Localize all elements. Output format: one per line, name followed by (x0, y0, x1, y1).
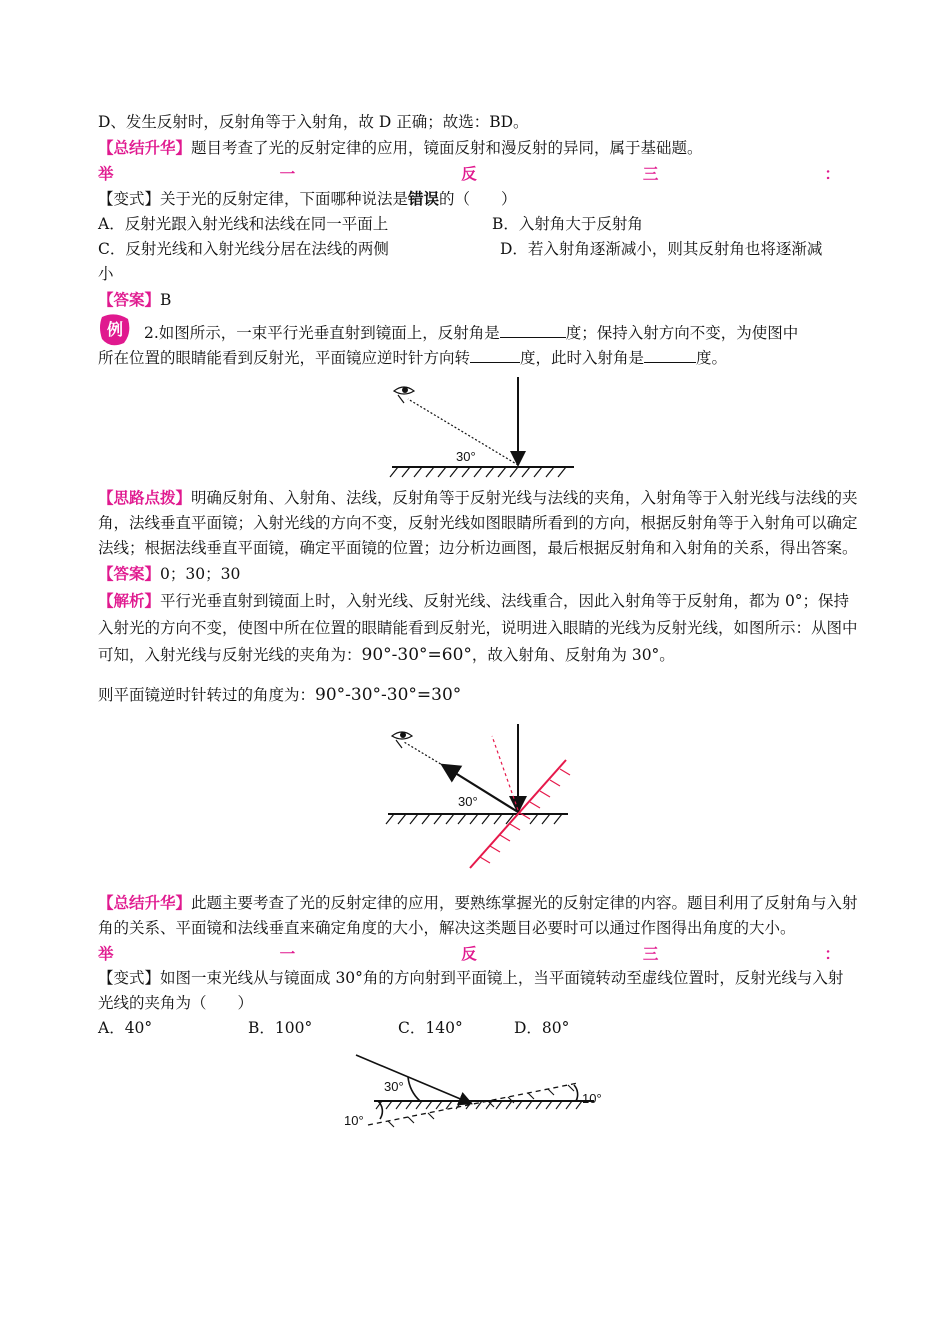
answer-2-tag: 【答案】 (98, 564, 161, 583)
figure-3-angle-label: 30° (384, 1079, 404, 1094)
figure-2 (98, 718, 858, 876)
example-badge-icon (98, 313, 132, 347)
answer-1 (98, 287, 858, 313)
hint-tag: 【思路点拨】 (98, 488, 192, 507)
figure-2-angle-label: 30° (458, 794, 478, 809)
figure-1-diagram (98, 367, 858, 485)
svg-text:例: 例 (106, 320, 124, 339)
figure-3-left-angle-label: 10° (344, 1113, 364, 1128)
analysis-tag: 【解析】 (98, 591, 161, 610)
summary-1 (98, 135, 858, 161)
mirror-rotation-line: 则平面镜逆时针转过的角度为：90°-30°-30°=30° (98, 685, 462, 705)
blank-3 (644, 344, 696, 363)
mirror-rotation-math: 90°-30°-30°=30° (315, 685, 462, 705)
variant-2-option-a: A．40° (98, 1019, 153, 1037)
variant-2-option-b: B．100° (248, 1019, 313, 1037)
variant-1-option-b: B．入射角大于反射角 (492, 215, 643, 233)
answer-1-text: B (160, 291, 172, 309)
example-2-block (98, 313, 858, 367)
document-page (98, 110, 858, 1137)
example-2-line-1: 2.如图所示，一束平行光垂直射到镜面上，反射角是 度；保持入射方向不变，为使图中 (144, 319, 798, 346)
variant-1-tag: 【变式】 (98, 190, 161, 208)
answer-2-text: 0；30；30 (160, 565, 241, 583)
analysis-paragraph: 【解析】平行光垂直射到镜面上时，入射光线、反射光线、法线重合，因此入射角等于反射角，都为 0°；保持入射光的方向不变，使图中所在位置的眼睛能看到反射光，说明进入眼睛的光线为反射光线，如图所示：从图中可知，入射光线与反射光线的夹角为：90°-30°=60°，故入射角、反射角为 30°。 (98, 591, 858, 665)
summary-1-text: 题目考查了光的反射定律的应用，镜面反射和漫反射的异同，属于基础题。 (191, 139, 703, 157)
hint-text: 明确反射角、入射角、法线，反射角等于反射光线与法线的夹角，入射角等于入射光线与法线的夹角，法线垂直平面镜；入射光线的方向不变，反射光线如图眼睛所看到的方向，根据反射角等于入射角可以确定法线；根据法线垂直平面镜，确定平面镜的位置；边分析边画图，最后根据反射角和入射角的关系，得出答案。 (98, 489, 858, 557)
hint-paragraph (98, 485, 858, 561)
variant-2-tag: 【变式】 (98, 969, 161, 987)
variant-1-options-cd (98, 237, 858, 262)
figure-1-angle-label: 30° (456, 449, 476, 464)
answer-2 (98, 561, 858, 587)
d-option-line: D、发生反射时，反射角等于入射角，故 D 正确；故选：BD。 (98, 113, 529, 131)
summary-1-tag: 【总结升华】 (98, 138, 192, 157)
variant-1-option-d-cont: 小 (98, 265, 114, 283)
variant-1-question: 【变式】关于光的反射定律，下面哪种说法是错误的（ ） (98, 189, 517, 208)
analysis-math: 90°-30°=60° (361, 645, 472, 665)
figure-3-right-angle-label: 10° (582, 1091, 602, 1106)
figure-3 (98, 1047, 858, 1137)
summary-2-text: 此题主要考查了光的反射定律的应用，要熟练掌握光的反射定律的内容。题目利用了反射角与入射角的关系、平面镜和法线垂直来确定角度的大小，解决这类题目必要时可以通过作图得出角度的大小。 (98, 894, 858, 937)
blank-1 (500, 319, 566, 338)
summary-2-tag: 【总结升华】 (98, 893, 192, 912)
variant-1-options-ab (98, 212, 858, 237)
variant-2-option-c: C．140° (398, 1019, 463, 1037)
variant-1-option-d: D．若入射角逐渐减小，则其反射角也将逐渐减 (500, 240, 823, 258)
figure-1 (98, 367, 858, 485)
variant-2-question (98, 966, 858, 1016)
jyfs-heading-1: 举 一 反 三 ： (98, 164, 840, 183)
variant-2-text: 如图一束光线从与镜面成 30°角的方向射到平面镜上，当平面镜转动至虚线位置时，反射光线与入射光线的夹角为（ ） (98, 969, 844, 1012)
summary-2 (98, 890, 858, 941)
variant-1-option-a: A．反射光跟入射光线和法线在同一平面上 (98, 215, 389, 233)
answer-1-tag: 【答案】 (98, 290, 161, 309)
blank-2 (470, 344, 520, 363)
figure-3-diagram (98, 1047, 858, 1137)
example-2-line-2: 所在位置的眼睛能看到反射光，平面镜应逆时针方向转 度，此时入射角是 度。 (98, 344, 727, 371)
variant-1-option-c: C．反射光线和入射光线分居在法线的两侧 (98, 240, 389, 258)
variant-2-option-d: D．80° (514, 1019, 570, 1037)
jyfs-heading-2: 举 一 反 三 ： (98, 944, 840, 963)
figure-2-diagram (98, 718, 858, 876)
variant-2-options (98, 1016, 858, 1041)
